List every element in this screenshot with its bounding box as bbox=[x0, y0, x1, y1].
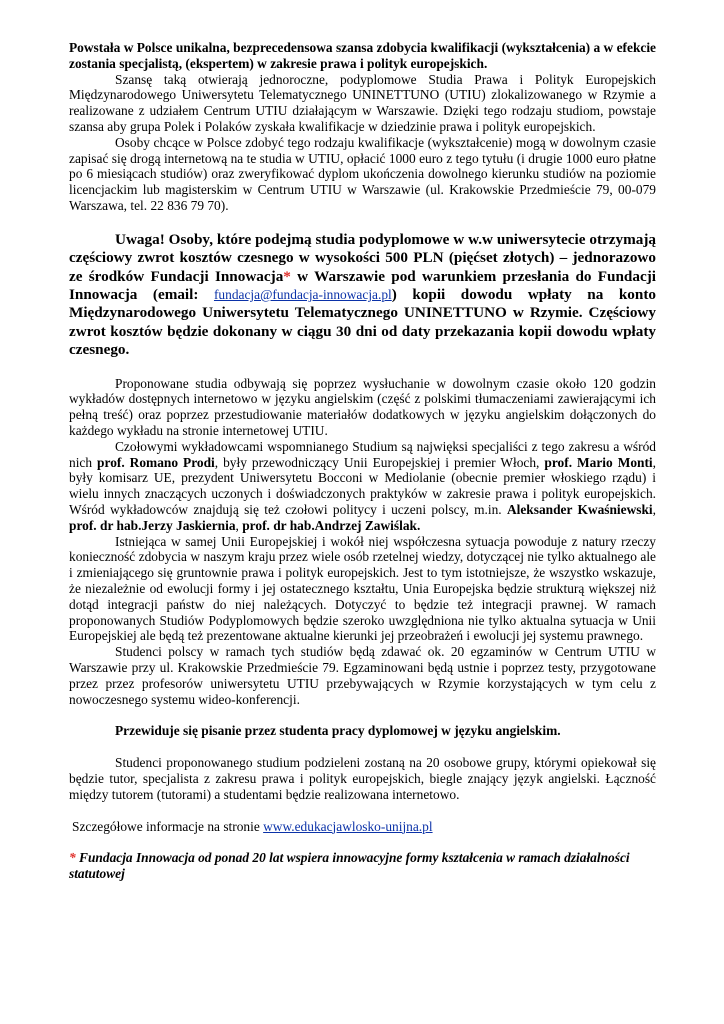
lecturer-name-zawislak: prof. dr hab.Andrzej Zawiślak. bbox=[242, 517, 421, 533]
email-link[interactable]: fundacja@fundacja-innowacja.pl bbox=[213, 286, 392, 302]
lecturer-name-kwasniewski: Aleksander Kwaśniewski bbox=[506, 501, 653, 517]
spacer bbox=[69, 739, 656, 755]
footnote bbox=[69, 850, 656, 882]
lecturers-text-4: , bbox=[652, 501, 657, 517]
lecturer-name-jaskiernia: prof. dr hab.Jerzy Jaskiernia bbox=[69, 517, 236, 533]
spacer bbox=[69, 360, 656, 376]
notice-refund bbox=[69, 231, 656, 360]
paragraph-lectures: Proponowane studia odbywają się poprzez wysłuchanie w dowolnym czasie około 120 godzin wykładów dostępnych internetowo w języku angielskim (część z polskimi tłumaczeniami zawierającymi ich pełną treść) oraz poprzez przestudiowanie materiałów dodatkowych w języku angielskim dołączonych do każdego wykładu na stronie internetowej UTIU. bbox=[69, 375, 656, 438]
lecturers-text-1: Czołowymi wykładowcami wspomnianego Studium są najwięksi specjaliści z tego zakresu a wśród nich bbox=[69, 438, 656, 470]
paragraph-enrollment: Osoby chcące w Polsce zdobyć tego rodzaju kwalifikacje (wykształcenie) mogą w dowolnym czasie zapisać się drogą internetową na te studia w UTIU, opłacić 1000 euro z tego tytułu (i drugie 1000 euro płatne po 6 miesiącach studiów) oraz zweryfikować dyplom ukończenia dowolnego kierunku studiów na poziomie licencjackim lub magisterskim w Centrum UTIU w Warszawie (ul. Krakowskie Przedmieście 79, 00-079 Warszawa, tel. 22 836 79 70). bbox=[69, 134, 656, 213]
notice-text-3: ) kopii dowodu wpłaty na konto Międzynarodowego Uniwersytetu Telematycznego UNINETTUNO w Rzymie. Częściowy zwrot kosztów będzie dokonany w ciągu 30 dni od daty przekazania kopii dowodu wpłaty czesnego. bbox=[69, 285, 656, 359]
intro-heading: Powstała w Polsce unikalna, bezprecedensowa szansa zdobycia kwalifikacji (wykształcenia) a w efekcie zostania specjalistą, (ekspertem) w zakresie prawa i polityk europejskich. bbox=[69, 40, 656, 71]
asterisk-marker: * bbox=[283, 267, 291, 285]
footnote-asterisk: * bbox=[69, 850, 76, 866]
lecturers-text-3: , były komisarz UE, prezydent Uniwersytetu Bocconi w Mediolanie (obecnie premier włoskiego rządu) i wielu innych znaczących uczonych i doświadczonych praktyków w zakresie prawa i polityk europejskich. Wśród wykładowców znajdują się też czołowi politycy i uczeni polscy, m.in. bbox=[69, 454, 657, 517]
spacer bbox=[69, 707, 656, 723]
spacer bbox=[69, 803, 656, 819]
details-text: Szczegółowe informacje na stronie bbox=[72, 818, 264, 834]
lecturers-text-2: , były przewodniczący Unii Europejskiej i premier Włoch, bbox=[214, 454, 545, 470]
notice-text-2: w Warszawie pod warunkiem przesłania do Fundacji Innowacja (email: bbox=[69, 267, 656, 303]
spacer bbox=[69, 834, 656, 850]
notice-text-1: Uwaga! Osoby, które podejmą studia podyplomowe w w.w uniwersytecie otrzymają częściowy zwrot kosztów czesnego w wysokości 500 PLN (pięćset złotych) – jednorazowo ze środków Fundacji Innowacja bbox=[69, 230, 656, 285]
details-line bbox=[69, 819, 656, 835]
footnote-text: Fundacja Innowacja od ponad 20 lat wspiera innowacyjne formy kształcenia w ramach działalności statutowej bbox=[69, 850, 630, 882]
paragraph-eu-situation: Istniejąca w samej Unii Europejskiej i wokół niej współczesna sytuacja powoduje z natury rzeczy konieczność zdobycia w naszym kraju przez wiele osób rzetelnej wiedzy, dotyczącej nie tylko aktualnego ale i zmieniającego się gruntownie prawa i polityk europejskich. Jest to tym istotniejsze, że wszystko wskazuje, że niezależnie od ewolucji formy i jej ostatecznego kształtu, Unia Europejska będzie strukturą większej niż dotąd integracji państw do niej należących. Dotyczyć to będzie też integracji prawnej. W ramach proponowanych Studiów Podyplomowych będzie szeroko uwzględniona nie tylko aktualna sytuacja w Unii Europejskiej ale będą też prezentowane aktualne kierunki jej przeobrażeń i ewolucji jej systemu prawnego. bbox=[69, 533, 656, 644]
lecturer-name-prodi: prof. Romano Prodi bbox=[97, 454, 215, 470]
thesis-note: Przewiduje się pisanie przez studenta pracy dyplomowej w języku angielskim. bbox=[115, 723, 561, 739]
lecturer-name-monti: prof. Mario Monti bbox=[544, 454, 653, 470]
paragraph-exams: Studenci polscy w ramach tych studiów będą zdawać ok. 20 egzaminów w Centrum UTIU w Warszawie przy ul. Krakowskie Przedmieście 79. Egzaminowani będą ustnie i poprzez testy, przygotowane przez przez profesorów uniwersytetu UTIU przebywających w Rzymie korzystających w tym celu z nowoczesnego systemu wideo-konferencji. bbox=[69, 644, 656, 707]
paragraph-program: Szansę taką otwierają jednoroczne, podyplomowe Studia Prawa i Polityk Europejskich Międzynarodowego Uniwersytetu Telematycznego UNINETTUNO (UTIU) zlokalizowanego w Rzymie a realizowane z udziałem Centrum UTIU działającym w Warszawie. Dzięki tego rodzaju studiom, powstaje szansa aby grupa Polek i Polaków zyskała kwalifikacje w dziedzinie prawa i polityk europejskich. bbox=[69, 71, 656, 134]
website-link[interactable]: www.edukacjawlosko-unijna.pl bbox=[263, 818, 433, 834]
paragraph-lecturers bbox=[69, 439, 656, 534]
paragraph-tutors: Studenci proponowanego studium podzieleni zostaną na 20 osobowe grupy, którymi opiekował się będzie tutor, specjalista z zakresu prawa i polityk europejskich, biegle znający język angielski. Łączność między tutorem (tutorami) a studentami będzie realizowana internetowo. bbox=[69, 755, 656, 802]
lecturers-text-5: , bbox=[235, 517, 243, 533]
